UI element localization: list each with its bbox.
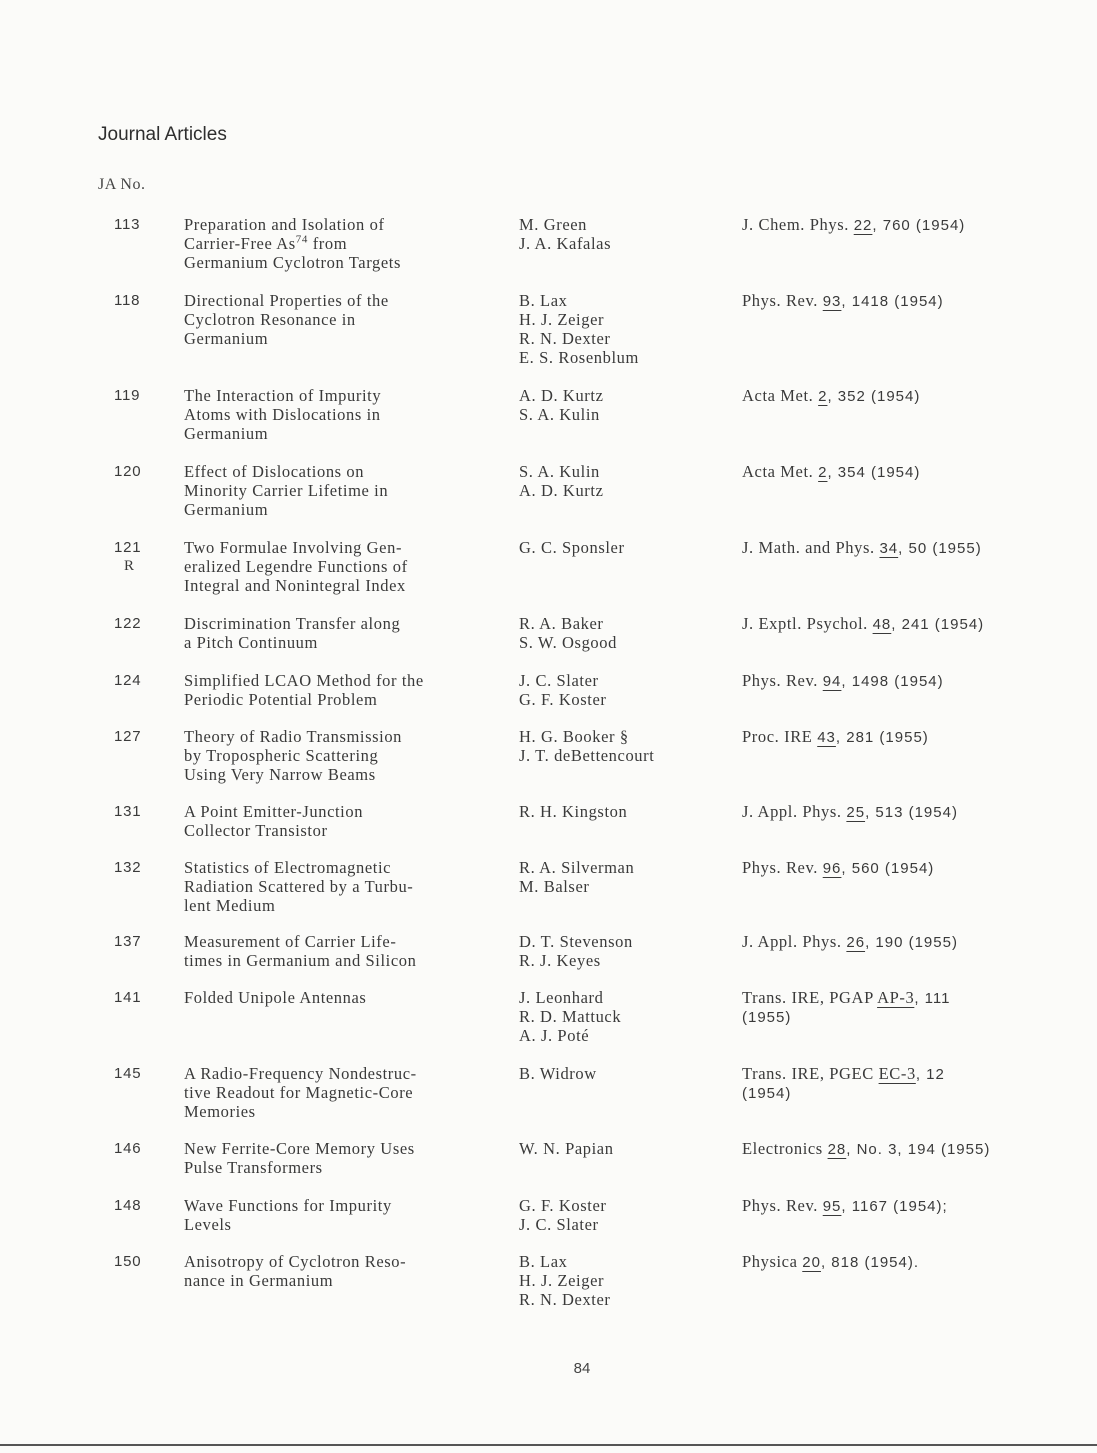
authors: J. C. Slater G. F. Koster	[519, 671, 607, 709]
ja-number: 141	[114, 989, 142, 1006]
article-title: Anisotropy of Cyclotron Reso- nance in Germanium	[184, 1252, 407, 1290]
authors: B. Lax H. J. Zeiger R. N. Dexter E. S. Rosenblum	[519, 291, 639, 367]
authors: B. Lax H. J. Zeiger R. N. Dexter	[519, 1252, 611, 1309]
article-title: A Point Emitter-Junction Collector Transistor	[184, 802, 364, 840]
authors: R. H. Kingston	[519, 802, 628, 821]
ja-number: 120	[114, 463, 142, 480]
ja-number: 132	[114, 859, 142, 876]
citation: J. Chem. Phys. 22, 760 (1954)	[742, 215, 966, 234]
authors: R. A. Silverman M. Balser	[519, 858, 635, 896]
article-title: Preparation and Isolation of Carrier-Free As$^{74}$ from Germanium Cyclotron Targets	[184, 215, 401, 272]
citation: J. Appl. Phys. 26, 190 (1955)	[742, 932, 958, 951]
section-title: Journal Articles	[98, 124, 227, 145]
article-title: The Interaction of Impurity Atoms with Dislocations in Germanium	[184, 386, 382, 443]
citation: J. Exptl. Psychol. 48, 241 (1954)	[742, 614, 985, 633]
ja-number: 124	[114, 672, 142, 689]
ja-number: 150	[114, 1253, 142, 1270]
citation: Phys. Rev. 93, 1418 (1954)	[742, 291, 944, 310]
authors: B. Widrow	[519, 1064, 597, 1083]
article-title: New Ferrite-Core Memory Uses Pulse Transformers	[184, 1139, 415, 1177]
citation: Acta Met. 2, 354 (1954)	[742, 462, 921, 481]
article-title: Folded Unipole Antennas	[184, 988, 367, 1007]
citation: Phys. Rev. 94, 1498 (1954)	[742, 671, 944, 690]
ja-number: 131	[114, 803, 142, 820]
article-title: Simplified LCAO Method for the Periodic Potential Problem	[184, 671, 424, 709]
article-title: Wave Functions for Impurity Levels	[184, 1196, 392, 1234]
authors: A. D. Kurtz S. A. Kulin	[519, 386, 604, 424]
authors: J. Leonhard R. D. Mattuck A. J. Poté	[519, 988, 622, 1045]
citation: Trans. IRE, PGEC EC-3, 12 (1954)	[742, 1064, 945, 1102]
authors: G. F. Koster J. C. Slater	[519, 1196, 607, 1234]
authors: R. A. Baker S. W. Osgood	[519, 614, 617, 652]
citation: Phys. Rev. 96, 560 (1954)	[742, 858, 935, 877]
divider	[0, 1444, 1097, 1446]
authors: M. Green J. A. Kafalas	[519, 215, 612, 253]
ja-number: 145	[114, 1065, 142, 1082]
authors: H. G. Booker § J. T. deBettencourt	[519, 727, 655, 765]
article-title: Two Formulae Involving Gen- eralized Legendre Functions of Integral and Nonintegral Index	[184, 538, 408, 595]
authors: D. T. Stevenson R. J. Keyes	[519, 932, 633, 970]
ja-number: 148	[114, 1197, 142, 1214]
citation: J. Math. and Phys. 34, 50 (1955)	[742, 538, 982, 557]
ja-number: 127	[114, 728, 142, 745]
citation: Proc. IRE 43, 281 (1955)	[742, 727, 929, 746]
citation: Phys. Rev. 95, 1167 (1954);	[742, 1196, 948, 1215]
ja-number: 121 R	[114, 538, 154, 576]
superscript: 74	[295, 233, 308, 246]
ja-number: 146	[114, 1140, 142, 1157]
ja-number: 113	[114, 216, 141, 233]
column-header: JA No.	[98, 176, 146, 193]
article-title: Directional Properties of the Cyclotron Resonance in Germanium	[184, 291, 389, 348]
authors: W. N. Papian	[519, 1139, 614, 1158]
article-title: Measurement of Carrier Life- times in Germanium and Silicon	[184, 932, 417, 970]
ja-number: 122	[114, 615, 142, 632]
article-title: Statistics of Electromagnetic Radiation Scattered by a Turbu- lent Medium	[184, 858, 414, 915]
citation: Acta Met. 2, 352 (1954)	[742, 386, 921, 405]
citation: Physica 20, 818 (1954).	[742, 1252, 920, 1271]
article-title: Theory of Radio Transmission by Tropospheric Scattering Using Very Narrow Beams	[184, 727, 403, 784]
authors: S. A. Kulin A. D. Kurtz	[519, 462, 604, 500]
article-title: Effect of Dislocations on Minority Carrier Lifetime in Germanium	[184, 462, 389, 519]
ja-number: 137	[114, 933, 142, 950]
ja-number: 119	[114, 387, 141, 404]
citation: J. Appl. Phys. 25, 513 (1954)	[742, 802, 958, 821]
ja-suffix: R	[124, 558, 135, 574]
page-number: 84	[573, 1360, 591, 1377]
article-title: Discrimination Transfer along a Pitch Continuum	[184, 614, 401, 652]
citation: Electronics 28, No. 3, 194 (1955)	[742, 1139, 991, 1158]
ja-number: 118	[114, 292, 141, 309]
article-title: A Radio-Frequency Nondestruc- tive Readout for Magnetic-Core Memories	[184, 1064, 417, 1121]
citation: Trans. IRE, PGAP AP-3, 111 (1955)	[742, 988, 951, 1026]
authors: G. C. Sponsler	[519, 538, 625, 557]
